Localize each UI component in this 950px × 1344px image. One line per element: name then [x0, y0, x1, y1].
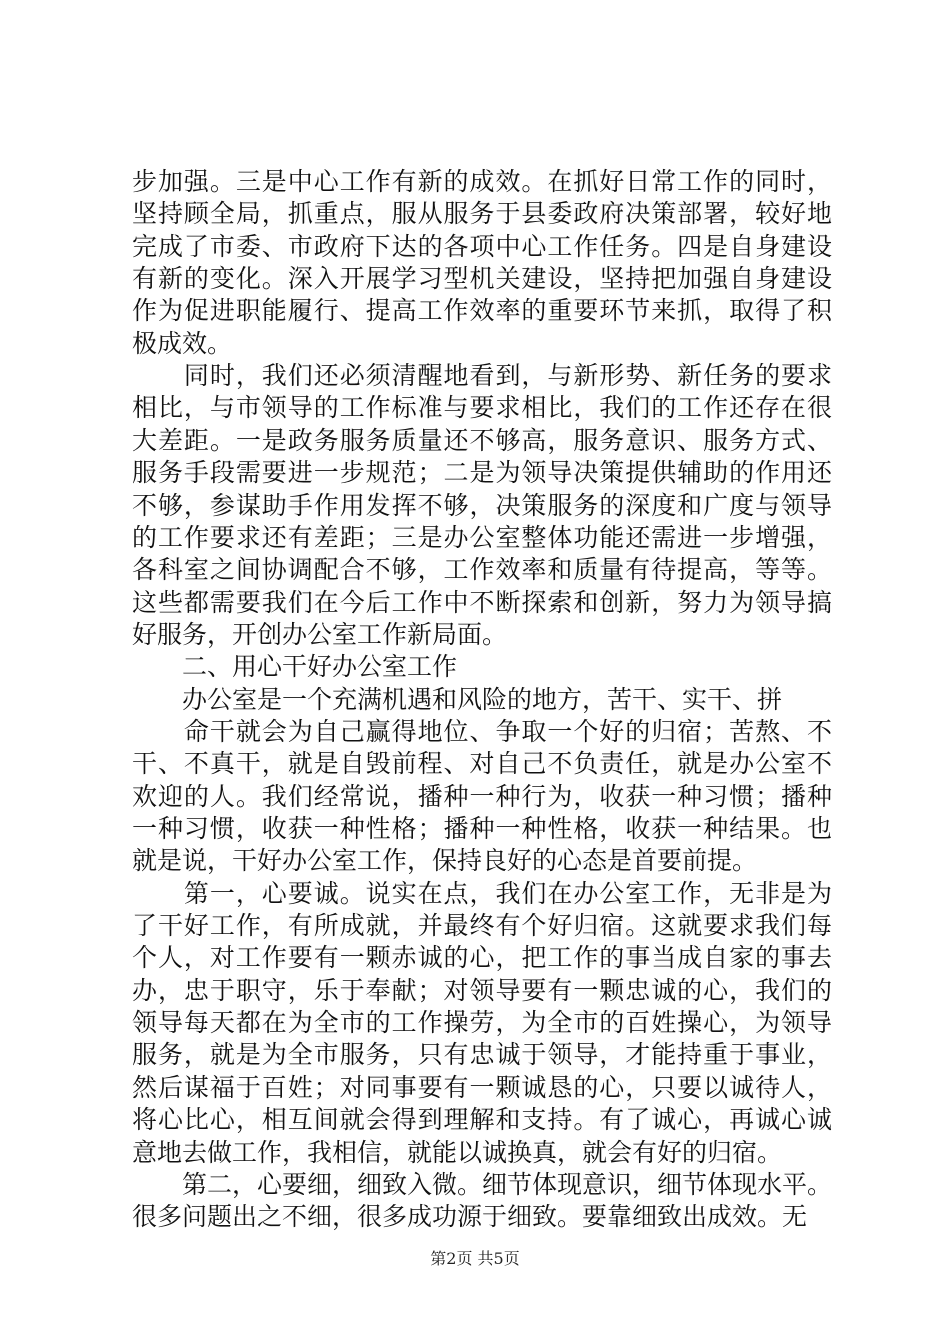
- text-line: 命干就会为自己赢得地位、争取一个好的归宿；苦熬、不: [132, 716, 832, 746]
- text-line: 服务，就是为全市服务，只有忠诚于领导，才能持重于事业，: [132, 1040, 832, 1070]
- text-line: 坚持顾全局，抓重点，服从服务于县委政府决策部署，较好地: [132, 199, 832, 229]
- text-line: 同时，我们还必须清醒地看到，与新形势、新任务的要求: [132, 361, 832, 391]
- text-line: 作为促进职能履行、提高工作效率的重要环节来抓，取得了积: [132, 296, 832, 326]
- text-line: 的工作要求还有差距；三是办公室整体功能还需进一步增强，: [132, 522, 832, 552]
- text-line: 领导每天都在为全市的工作操劳，为全市的百姓操心，为领导: [132, 1008, 832, 1038]
- text-line: 个人，对工作要有一颗赤诚的心，把工作的事当成自家的事去: [132, 943, 832, 973]
- text-line: 办公室是一个充满机遇和风险的地方，苦干、实干、拼: [132, 684, 783, 714]
- text-line: 二、用心干好办公室工作: [132, 652, 458, 682]
- text-line: 干、不真干，就是自毁前程、对自己不负责任，就是办公室不: [132, 749, 832, 779]
- page-footer: 第2页 共5页: [430, 1249, 520, 1268]
- text-line: 完成了市委、市政府下达的各项中心工作任务。四是自身建设: [132, 231, 832, 261]
- text-line: 不够，参谋助手作用发挥不够，决策服务的深度和广度与领导: [132, 490, 832, 520]
- text-line: 就是说，干好办公室工作，保持良好的心态是首要前提。: [132, 846, 758, 876]
- text-line: 各科室之间协调配合不够，工作效率和质量有待提高，等等。: [132, 555, 832, 585]
- text-line: 了干好工作，有所成就，并最终有个好归宿。这就要求我们每: [132, 911, 832, 941]
- text-line: 意地去做工作，我相信，就能以诚换真，就会有好的归宿。: [132, 1137, 783, 1167]
- text-line: 第二，心要细，细致入微。细节体现意识，细节体现水平。: [132, 1169, 833, 1199]
- text-line: 步加强。三是中心工作有新的成效。在抓好日常工作的同时，: [132, 167, 832, 196]
- text-line: 很多问题出之不细，很多成功源于细致。要靠细致出成效。无: [132, 1202, 808, 1232]
- text-line: 有新的变化。深入开展学习型机关建设，坚持把加强自身建设: [132, 264, 832, 294]
- text-line: 大差距。一是政务服务质量还不够高，服务意识、服务方式、: [132, 425, 832, 455]
- text-line: 然后谋福于百姓；对同事要有一颗诚恳的心，只要以诚待人，: [132, 1072, 832, 1102]
- text-line: 相比，与市领导的工作标准与要求相比，我们的工作还存在很: [132, 393, 832, 423]
- text-line: 欢迎的人。我们经常说，播种一种行为，收获一种习惯；播种: [132, 781, 832, 811]
- text-line: 第一，心要诚。说实在点，我们在办公室工作，无非是为: [132, 878, 832, 908]
- text-line: 好服务，开创办公室工作新局面。: [132, 619, 508, 649]
- text-line: 一种习惯，收获一种性格；播种一种性格，收获一种结果。也: [132, 814, 832, 843]
- text-line: 服务手段需要进一步规范；二是为领导决策提供辅助的作用还: [132, 458, 832, 488]
- text-line: 将心比心，相互间就会得到理解和支持。有了诚心，再诚心诚: [132, 1105, 832, 1135]
- text-line: 这些都需要我们在今后工作中不断探索和创新，努力为领导搞: [132, 587, 832, 617]
- text-line: 极成效。: [132, 328, 233, 358]
- text-line: 办，忠于职守，乐于奉献；对领导要有一颗忠诚的心，我们的: [132, 975, 832, 1005]
